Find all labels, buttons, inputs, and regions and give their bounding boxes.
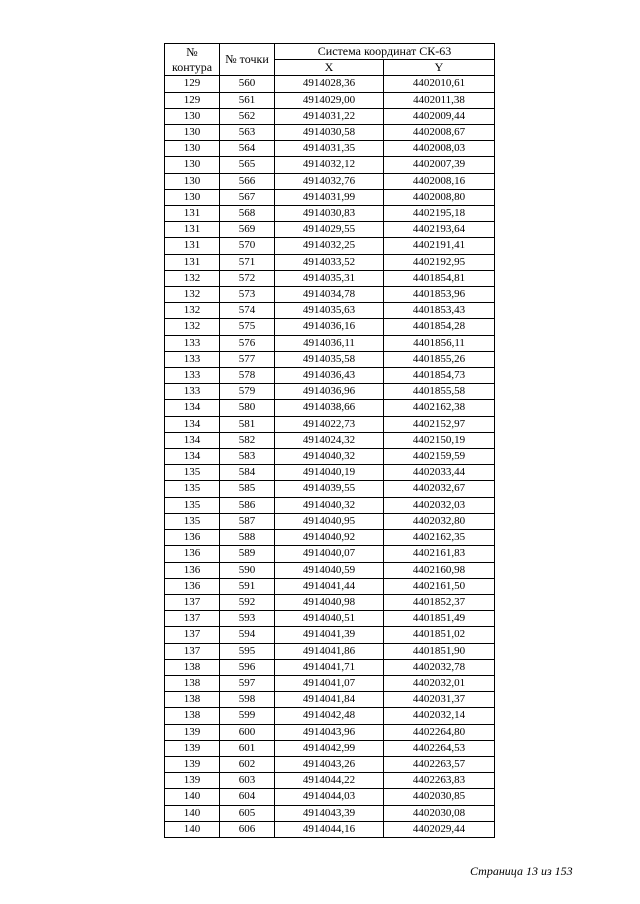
contour-number-cell: 135 [165, 481, 220, 497]
point-number-cell: 600 [220, 724, 275, 740]
table-header [165, 44, 495, 76]
x-coordinate-cell: 4914040,32 [275, 449, 384, 465]
table-row [165, 157, 495, 173]
y-coordinate-cell: 4401855,58 [384, 384, 495, 400]
contour-number-cell: 129 [165, 76, 220, 92]
y-coordinate-cell: 4402191,41 [384, 238, 495, 254]
contour-number-cell: 132 [165, 319, 220, 335]
x-coordinate-cell: 4914040,19 [275, 465, 384, 481]
contour-number-cell: 136 [165, 530, 220, 546]
point-number-cell: 591 [220, 578, 275, 594]
contour-number-cell: 137 [165, 643, 220, 659]
table-row [165, 708, 495, 724]
x-coordinate-cell: 4914040,07 [275, 546, 384, 562]
contour-number-cell: 139 [165, 724, 220, 740]
table-body [165, 76, 495, 838]
x-coordinate-cell: 4914030,58 [275, 125, 384, 141]
contour-number-cell: 130 [165, 157, 220, 173]
contour-number-cell: 133 [165, 368, 220, 384]
y-coordinate-cell: 4402032,14 [384, 708, 495, 724]
x-coordinate-cell: 4914024,32 [275, 432, 384, 448]
point-number-cell: 565 [220, 157, 275, 173]
point-number-cell: 561 [220, 92, 275, 108]
contour-number-cell: 134 [165, 449, 220, 465]
contour-number-cell: 139 [165, 756, 220, 772]
contour-number-cell: 130 [165, 125, 220, 141]
point-number-cell: 572 [220, 270, 275, 286]
table-row [165, 238, 495, 254]
x-coordinate-cell: 4914036,43 [275, 368, 384, 384]
table-row [165, 206, 495, 222]
y-coordinate-cell: 4402011,38 [384, 92, 495, 108]
contour-number-cell: 138 [165, 675, 220, 691]
x-coordinate-cell: 4914044,16 [275, 821, 384, 837]
x-coordinate-cell: 4914041,86 [275, 643, 384, 659]
x-coordinate-cell: 4914040,51 [275, 611, 384, 627]
table-row [165, 562, 495, 578]
table-row [165, 740, 495, 756]
table-row [165, 789, 495, 805]
contour-number-cell: 129 [165, 92, 220, 108]
point-number-cell: 571 [220, 254, 275, 270]
contour-number-cell: 130 [165, 108, 220, 124]
point-number-cell: 567 [220, 189, 275, 205]
x-coordinate-cell: 4914034,78 [275, 287, 384, 303]
table-row [165, 773, 495, 789]
x-coordinate-cell: 4914043,26 [275, 756, 384, 772]
y-coordinate-cell: 4402031,37 [384, 692, 495, 708]
point-number-cell: 587 [220, 513, 275, 529]
table-row [165, 125, 495, 141]
x-coordinate-cell: 4914022,73 [275, 416, 384, 432]
table-row [165, 400, 495, 416]
table-row [165, 497, 495, 513]
contour-number-cell: 134 [165, 432, 220, 448]
y-coordinate-cell: 4401855,26 [384, 351, 495, 367]
point-number-cell: 560 [220, 76, 275, 92]
point-number-cell: 597 [220, 675, 275, 691]
y-coordinate-cell: 4401854,81 [384, 270, 495, 286]
contour-number-cell: 137 [165, 594, 220, 610]
contour-number-cell: 138 [165, 692, 220, 708]
contour-number-cell: 140 [165, 789, 220, 805]
y-coordinate-cell: 4402032,03 [384, 497, 495, 513]
y-coordinate-cell: 4401852,37 [384, 594, 495, 610]
contour-number-cell: 135 [165, 497, 220, 513]
point-number-cell: 585 [220, 481, 275, 497]
y-coordinate-cell: 4402033,44 [384, 465, 495, 481]
table-row [165, 384, 495, 400]
y-coordinate-cell: 4402032,01 [384, 675, 495, 691]
contour-number-cell: 131 [165, 222, 220, 238]
coordinates-table [164, 43, 495, 838]
table-row [165, 546, 495, 562]
x-coordinate-cell: 4914030,83 [275, 206, 384, 222]
point-number-cell: 580 [220, 400, 275, 416]
point-number-cell: 574 [220, 303, 275, 319]
table-row [165, 303, 495, 319]
point-number-cell: 573 [220, 287, 275, 303]
x-coordinate-cell: 4914039,55 [275, 481, 384, 497]
table-row [165, 335, 495, 351]
contour-number-cell: 140 [165, 821, 220, 837]
point-number-cell: 606 [220, 821, 275, 837]
point-number-cell: 601 [220, 740, 275, 756]
x-coordinate-cell: 4914031,22 [275, 108, 384, 124]
point-number-cell: 563 [220, 125, 275, 141]
y-column-header: Y [384, 60, 495, 76]
contour-number-cell: 132 [165, 303, 220, 319]
contour-number-cell: 131 [165, 238, 220, 254]
contour-column-header: № контура [165, 44, 220, 76]
point-number-cell: 564 [220, 141, 275, 157]
table-row [165, 432, 495, 448]
y-coordinate-cell: 4402008,67 [384, 125, 495, 141]
point-number-cell: 603 [220, 773, 275, 789]
y-coordinate-cell: 4402008,80 [384, 189, 495, 205]
point-number-cell: 598 [220, 692, 275, 708]
point-number-cell: 576 [220, 335, 275, 351]
contour-number-cell: 132 [165, 287, 220, 303]
point-number-cell: 583 [220, 449, 275, 465]
table-row [165, 416, 495, 432]
y-coordinate-cell: 4402029,44 [384, 821, 495, 837]
x-coordinate-cell: 4914041,44 [275, 578, 384, 594]
x-coordinate-cell: 4914042,99 [275, 740, 384, 756]
table-row [165, 465, 495, 481]
coordinate-system-header: Система координат СК-63 [275, 44, 495, 60]
y-coordinate-cell: 4402161,50 [384, 578, 495, 594]
point-number-cell: 593 [220, 611, 275, 627]
contour-number-cell: 134 [165, 416, 220, 432]
y-coordinate-cell: 4401854,73 [384, 368, 495, 384]
contour-number-cell: 131 [165, 206, 220, 222]
x-coordinate-cell: 4914035,63 [275, 303, 384, 319]
y-coordinate-cell: 4402193,64 [384, 222, 495, 238]
x-coordinate-cell: 4914036,16 [275, 319, 384, 335]
contour-number-cell: 130 [165, 141, 220, 157]
point-column-header: № точки [220, 44, 275, 76]
contour-number-cell: 133 [165, 384, 220, 400]
point-number-cell: 602 [220, 756, 275, 772]
table-row [165, 351, 495, 367]
x-coordinate-cell: 4914032,25 [275, 238, 384, 254]
y-coordinate-cell: 4402150,19 [384, 432, 495, 448]
table-row [165, 659, 495, 675]
table-row [165, 530, 495, 546]
y-coordinate-cell: 4401856,11 [384, 335, 495, 351]
point-number-cell: 588 [220, 530, 275, 546]
contour-number-cell: 132 [165, 270, 220, 286]
y-coordinate-cell: 4402030,08 [384, 805, 495, 821]
table-row [165, 141, 495, 157]
table-row [165, 756, 495, 772]
x-coordinate-cell: 4914040,92 [275, 530, 384, 546]
contour-number-cell: 130 [165, 189, 220, 205]
y-coordinate-cell: 4402008,03 [384, 141, 495, 157]
y-coordinate-cell: 4402007,39 [384, 157, 495, 173]
table-row [165, 643, 495, 659]
x-coordinate-cell: 4914035,58 [275, 351, 384, 367]
y-coordinate-cell: 4402152,97 [384, 416, 495, 432]
table-row [165, 611, 495, 627]
point-number-cell: 605 [220, 805, 275, 821]
y-coordinate-cell: 4402264,53 [384, 740, 495, 756]
table-row [165, 627, 495, 643]
contour-number-cell: 130 [165, 173, 220, 189]
contour-number-cell: 140 [165, 805, 220, 821]
y-coordinate-cell: 4402263,57 [384, 756, 495, 772]
point-number-cell: 590 [220, 562, 275, 578]
x-coordinate-cell: 4914038,66 [275, 400, 384, 416]
point-number-cell: 592 [220, 594, 275, 610]
x-coordinate-cell: 4914028,36 [275, 76, 384, 92]
y-coordinate-cell: 4402032,67 [384, 481, 495, 497]
table-row [165, 449, 495, 465]
y-coordinate-cell: 4402263,83 [384, 773, 495, 789]
point-number-cell: 581 [220, 416, 275, 432]
x-coordinate-cell: 4914029,00 [275, 92, 384, 108]
contour-number-cell: 138 [165, 708, 220, 724]
y-coordinate-cell: 4401851,02 [384, 627, 495, 643]
table-row [165, 692, 495, 708]
contour-number-cell: 139 [165, 773, 220, 789]
table-row [165, 594, 495, 610]
table-row [165, 319, 495, 335]
point-number-cell: 577 [220, 351, 275, 367]
x-coordinate-cell: 4914043,39 [275, 805, 384, 821]
table-row [165, 254, 495, 270]
point-number-cell: 584 [220, 465, 275, 481]
x-coordinate-cell: 4914040,32 [275, 497, 384, 513]
point-number-cell: 578 [220, 368, 275, 384]
x-coordinate-cell: 4914043,96 [275, 724, 384, 740]
point-number-cell: 566 [220, 173, 275, 189]
contour-number-cell: 135 [165, 513, 220, 529]
x-coordinate-cell: 4914031,99 [275, 189, 384, 205]
table-row [165, 189, 495, 205]
x-coordinate-cell: 4914040,59 [275, 562, 384, 578]
contour-number-cell: 133 [165, 335, 220, 351]
y-coordinate-cell: 4401853,96 [384, 287, 495, 303]
point-number-cell: 575 [220, 319, 275, 335]
point-number-cell: 562 [220, 108, 275, 124]
y-coordinate-cell: 4401851,49 [384, 611, 495, 627]
y-coordinate-cell: 4402030,85 [384, 789, 495, 805]
point-number-cell: 582 [220, 432, 275, 448]
point-number-cell: 594 [220, 627, 275, 643]
y-coordinate-cell: 4402009,44 [384, 108, 495, 124]
table-row [165, 805, 495, 821]
x-coordinate-cell: 4914041,07 [275, 675, 384, 691]
x-coordinate-cell: 4914044,03 [275, 789, 384, 805]
table-row [165, 675, 495, 691]
contour-number-cell: 139 [165, 740, 220, 756]
contour-number-cell: 133 [165, 351, 220, 367]
y-coordinate-cell: 4402008,16 [384, 173, 495, 189]
y-coordinate-cell: 4402161,83 [384, 546, 495, 562]
contour-number-cell: 136 [165, 562, 220, 578]
x-coordinate-cell: 4914040,95 [275, 513, 384, 529]
y-coordinate-cell: 4402010,61 [384, 76, 495, 92]
x-coordinate-cell: 4914041,84 [275, 692, 384, 708]
page-number: Страница 13 из 153 [470, 864, 573, 878]
contour-number-cell: 137 [165, 611, 220, 627]
x-coordinate-cell: 4914032,12 [275, 157, 384, 173]
table-row [165, 821, 495, 837]
y-coordinate-cell: 4402159,59 [384, 449, 495, 465]
contour-number-cell: 134 [165, 400, 220, 416]
point-number-cell: 569 [220, 222, 275, 238]
point-number-cell: 596 [220, 659, 275, 675]
table-row [165, 270, 495, 286]
point-number-cell: 568 [220, 206, 275, 222]
table-row [165, 222, 495, 238]
y-coordinate-cell: 4402264,80 [384, 724, 495, 740]
y-coordinate-cell: 4402162,38 [384, 400, 495, 416]
point-number-cell: 604 [220, 789, 275, 805]
y-coordinate-cell: 4402192,95 [384, 254, 495, 270]
table-row [165, 108, 495, 124]
x-coordinate-cell: 4914035,31 [275, 270, 384, 286]
point-number-cell: 570 [220, 238, 275, 254]
y-coordinate-cell: 4401851,90 [384, 643, 495, 659]
y-coordinate-cell: 4401854,28 [384, 319, 495, 335]
table-row [165, 368, 495, 384]
y-coordinate-cell: 4402195,18 [384, 206, 495, 222]
x-coordinate-cell: 4914032,76 [275, 173, 384, 189]
y-coordinate-cell: 4402032,80 [384, 513, 495, 529]
contour-number-cell: 135 [165, 465, 220, 481]
x-coordinate-cell: 4914041,71 [275, 659, 384, 675]
x-coordinate-cell: 4914031,35 [275, 141, 384, 157]
x-coordinate-cell: 4914042,48 [275, 708, 384, 724]
x-coordinate-cell: 4914036,96 [275, 384, 384, 400]
x-coordinate-cell: 4914041,39 [275, 627, 384, 643]
x-column-header: X [275, 60, 384, 76]
y-coordinate-cell: 4401853,43 [384, 303, 495, 319]
x-coordinate-cell: 4914036,11 [275, 335, 384, 351]
y-coordinate-cell: 4402032,78 [384, 659, 495, 675]
table-row [165, 92, 495, 108]
table-row [165, 173, 495, 189]
table-row [165, 578, 495, 594]
x-coordinate-cell: 4914029,55 [275, 222, 384, 238]
table-row [165, 724, 495, 740]
table-row [165, 76, 495, 92]
contour-number-cell: 137 [165, 627, 220, 643]
contour-number-cell: 136 [165, 546, 220, 562]
contour-number-cell: 136 [165, 578, 220, 594]
point-number-cell: 586 [220, 497, 275, 513]
point-number-cell: 599 [220, 708, 275, 724]
x-coordinate-cell: 4914044,22 [275, 773, 384, 789]
contour-number-cell: 131 [165, 254, 220, 270]
x-coordinate-cell: 4914040,98 [275, 594, 384, 610]
point-number-cell: 579 [220, 384, 275, 400]
x-coordinate-cell: 4914033,52 [275, 254, 384, 270]
point-number-cell: 589 [220, 546, 275, 562]
y-coordinate-cell: 4402162,35 [384, 530, 495, 546]
table-row [165, 513, 495, 529]
contour-number-cell: 138 [165, 659, 220, 675]
table-row [165, 287, 495, 303]
point-number-cell: 595 [220, 643, 275, 659]
y-coordinate-cell: 4402160,98 [384, 562, 495, 578]
table-row [165, 481, 495, 497]
